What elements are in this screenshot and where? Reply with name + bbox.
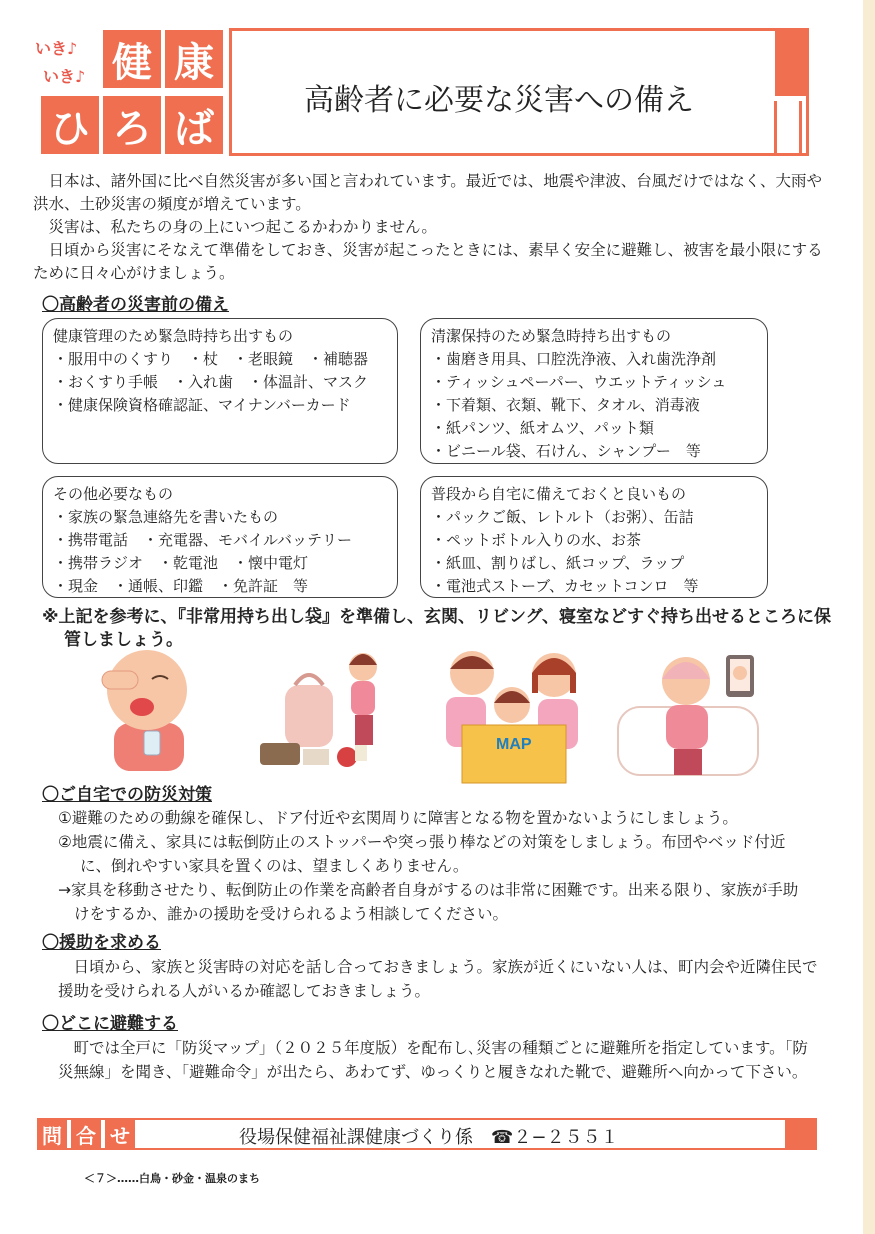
box-line: ・携帯電話 ・充電器、モバイルバッテリー: [53, 531, 352, 549]
box-line: ・家族の緊急連絡先を書いたもの: [53, 508, 279, 526]
contact-char: 合: [71, 1118, 101, 1150]
safety-item: →家具を移動させたり、転倒防止の作業を高齢者自身がするのは非常に困難です。出来る限り、家族が手助けをするか、誰かの援助を受けられるよう相談してください。: [58, 881, 799, 923]
page-footer: ＜７＞……白鳥・砂金・温泉のまち: [84, 1172, 260, 1185]
contact-text: 役場保健福祉課健康づくり係 ☎２−２５５１: [239, 1127, 619, 1148]
box-line: ・電池式ストーブ、カセットコンロ 等: [431, 577, 699, 595]
checklist-box-home-stock: [420, 476, 768, 598]
page-edge-strip: [863, 0, 875, 1234]
coughing-elder-illustration: [92, 645, 202, 773]
title-decoration: [774, 101, 802, 156]
family-map-illustration: [438, 645, 588, 787]
logo-iki-2: いき♪: [43, 67, 86, 86]
evacuation-text: 町では全戸に「防災マップ」（２０２５年度版）を配布し､災害の種類ごとに避難所を指定しています。「防災無線」を聞き、「避難命令」が出たら、あわてず、ゆっくりと履きなれた靴で、避難所へ向かって下さい。: [58, 1039, 808, 1081]
box-line: ・ペットボトル入りの水、お茶: [431, 531, 642, 549]
title-decoration: [775, 28, 809, 96]
box-line: ・下着類、衣類、靴下、タオル、消毒液: [431, 396, 700, 414]
box-line: ・パックご飯、レトルト（お粥）、缶詰: [431, 508, 694, 526]
section-heading: 〇高齢者の災害前の備え: [42, 295, 229, 315]
box-title: 普段から自宅に備えておくと良いもの: [431, 485, 687, 503]
intro-paragraph: 災害は、私たちの身の上にいつ起こるかわかりません。: [48, 218, 437, 236]
contact-bar: [37, 1118, 817, 1150]
checklist-box-other: [42, 476, 398, 598]
section-heading: 〇どこに避難する: [42, 1014, 178, 1034]
box-title: 清潔保持のため緊急時持ち出すもの: [431, 327, 672, 345]
box-line: ・健康保険資格確認証、マイナンバーカード: [53, 396, 351, 414]
intro-paragraph: 日本は、諸外国に比べ自然災害が多い国と言われています。最近では、地震や津波、台風だけではなく、大雨や洪水、土砂災害の頻度が増えています。: [33, 172, 822, 213]
logo-iki-1: いき♪: [35, 39, 78, 58]
box-title: 健康管理のため緊急時持ち出すもの: [53, 327, 294, 345]
box-line: ・ティッシュペーパー、ウエットティッシュ: [431, 373, 727, 391]
elder-phone-illustration: [614, 645, 764, 783]
box-line: ・歯磨き用具、口腔洗浄液、入れ歯洗浄剤: [431, 350, 717, 368]
contact-char: せ: [105, 1118, 135, 1150]
logo-char: ひ: [41, 96, 99, 154]
box-line: ・紙パンツ、紙オムツ、パット類: [431, 419, 654, 437]
title-box: [229, 28, 809, 156]
assistance-text: 日頃から、家族と災害時の対応を話し合っておきましょう。家族が近くにいない人は、町内会や近隣住民で援助を受けられる人がいるか確認しておきましょう。: [58, 958, 818, 1000]
box-line: ・おくすり手帳 ・入れ歯 ・体温計、マスク: [53, 373, 369, 391]
emergency-bag-note: ※上記を参考に、『非常用持ち出し袋』を準備し、玄関、リビング、寝室などすぐ持ち出せるところに保管しましょう。: [42, 607, 832, 650]
checklist-box-hygiene: [420, 318, 768, 464]
box-line: ・服用中のくすり ・杖 ・老眼鏡 ・補聴器: [53, 350, 369, 368]
logo-char: 康: [165, 30, 223, 88]
emergency-supplies-illustration: [255, 645, 390, 785]
box-line: ・紙皿、割りばし、紙コップ、ラップ: [431, 554, 685, 572]
logo-char: 健: [103, 30, 161, 88]
box-line: ・ビニール袋、石けん、シャンプー 等: [431, 442, 701, 460]
section-heading: 〇援助を求める: [42, 933, 161, 953]
header: [33, 28, 811, 160]
section-heading: 〇ご自宅での防災対策: [42, 785, 212, 805]
intro-paragraph: 日頃から災害にそなえて準備をしておき、災害が起こったときには、素早く安全に避難し、被害を最小限にするために日々心がけましょう。: [33, 241, 823, 282]
box-title: その他必要なもの: [53, 485, 174, 503]
safety-item: ②地震に備え、家具には転倒防止のストッパーや突っ張り棒などの対策をしましょう。布団やベッド付近に、倒れやすい家具を置くのは、望ましくありません。: [58, 833, 786, 875]
safety-item: ①避難のための動線を確保し、ドア付近や玄関周りに障害となる物を置かないようにしましょう。: [58, 809, 738, 827]
contact-char: 問: [37, 1118, 67, 1150]
contact-decoration: [785, 1118, 817, 1150]
logo-char: ば: [165, 96, 223, 154]
box-line: ・携帯ラジオ ・乾電池 ・懐中電灯: [53, 554, 309, 572]
page-title: 高齢者に必要な災害への備え: [304, 83, 694, 118]
logo: [33, 28, 233, 160]
box-line: ・現金 ・通帳、印鑑 ・免許証 等: [53, 577, 309, 595]
logo-char: ろ: [103, 96, 161, 154]
checklist-box-health: [42, 318, 398, 464]
map-label: MAP: [496, 736, 532, 753]
